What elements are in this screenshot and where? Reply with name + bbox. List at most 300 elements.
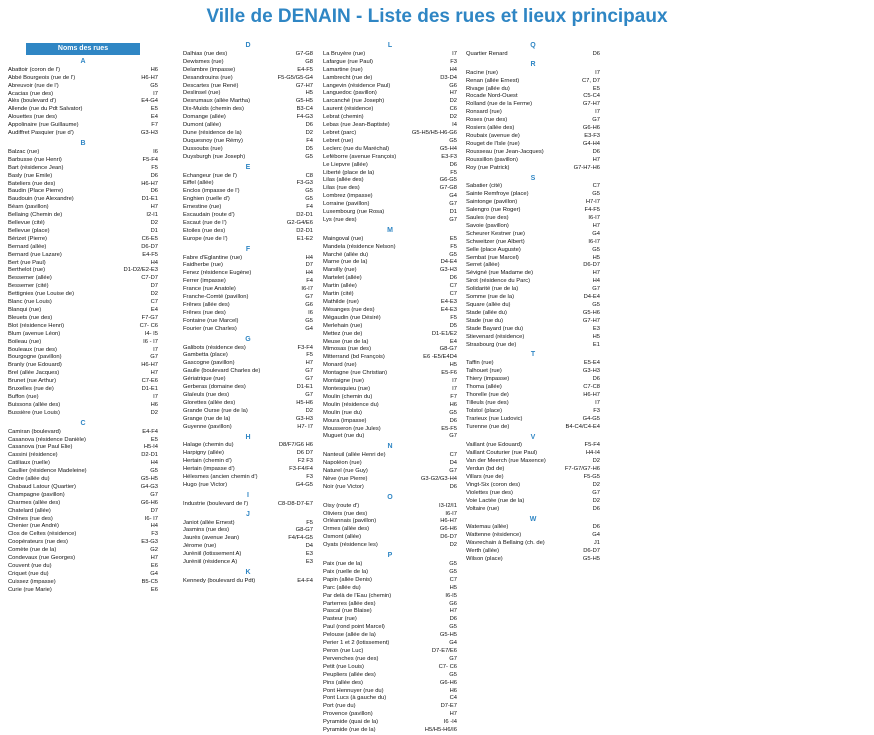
street-name: Gambetta (place)	[183, 352, 228, 359]
grid-reference: D6	[449, 417, 457, 424]
street-row	[466, 302, 600, 310]
grid-reference: D2	[305, 129, 313, 136]
street-name: Audiffret Pasquier (rue d')	[8, 130, 74, 137]
street-row	[183, 204, 313, 212]
section-letter: C	[80, 419, 86, 427]
street-row	[323, 418, 457, 426]
street-row	[8, 83, 158, 91]
grid-reference: G8-G7	[295, 527, 313, 534]
street-row	[8, 531, 158, 539]
grid-reference: G6	[449, 82, 457, 89]
street-name: Cassini (résidence)	[8, 452, 58, 459]
street-row	[8, 315, 158, 323]
grid-reference: C7	[150, 299, 158, 306]
grid-reference: H7-I7	[585, 199, 600, 206]
grid-reference: D6	[150, 172, 158, 179]
grid-reference: H5/H5-H6/I6	[424, 727, 457, 734]
street-row	[8, 468, 158, 476]
grid-reference: B5-C5	[141, 578, 158, 585]
grid-reference: D2	[592, 458, 600, 465]
index-column	[323, 40, 457, 735]
street-name: Meuse (rue de la)	[323, 338, 369, 345]
grid-reference: D2	[449, 542, 457, 549]
street-row	[466, 498, 600, 506]
street-name: Fabre d'Eglantine (rue)	[183, 254, 243, 261]
grid-reference: F5-G5/G5-G4	[277, 74, 313, 81]
grid-reference: G4-H4	[582, 140, 600, 147]
street-name: Tolstoï (place)	[466, 407, 503, 414]
street-name: Berthelot (rue)	[8, 267, 46, 274]
street-name: Rocade Nord-Ouest	[466, 93, 518, 100]
grid-reference: G5-H5	[439, 632, 457, 639]
street-name: Noir (rue Victor)	[323, 483, 364, 490]
street-name: Dix-Muids (chemin des)	[183, 106, 244, 113]
grid-reference: E4-E3	[440, 306, 457, 313]
street-name: Villars (rue de)	[466, 474, 504, 481]
grid-reference: I7	[452, 385, 457, 392]
street-row	[323, 518, 457, 526]
street-row	[8, 122, 158, 130]
grid-reference: C8-D8-D7-E7	[277, 500, 313, 507]
street-name: Oyats (résidence les)	[323, 542, 378, 549]
grid-reference: I6	[308, 309, 313, 316]
street-name: Martelet (allée)	[323, 275, 362, 282]
street-row	[466, 78, 600, 86]
street-name: Solidarité (rue de la)	[466, 286, 519, 293]
street-name: Bellevue (cité)	[8, 220, 45, 227]
grid-reference: E5-F5	[441, 425, 457, 432]
street-row	[183, 146, 313, 154]
grid-reference: G5	[592, 302, 600, 308]
grid-reference: D6	[592, 505, 600, 512]
grid-reference: F3	[593, 407, 600, 414]
street-name: Voie Lactée (rue de la)	[466, 497, 525, 504]
street-row	[323, 267, 457, 275]
grid-reference: F3-G3	[296, 180, 313, 187]
grid-reference: D2-D1	[296, 227, 313, 234]
street-row	[183, 51, 313, 59]
grid-reference: I7	[452, 378, 457, 385]
grid-reference: G5-H5	[140, 476, 158, 483]
street-name: Ronsard (rue)	[466, 109, 502, 116]
street-name: Condevaux (rue Georges)	[8, 555, 76, 562]
street-name: Pelouse (allée de la)	[323, 632, 376, 639]
street-row	[8, 339, 158, 347]
street-row	[323, 727, 457, 735]
street-row	[8, 173, 158, 181]
streets-header: Noms des rues	[26, 43, 140, 55]
street-name: Par delà de l'Eau (chemin)	[323, 592, 392, 599]
grid-reference: G7	[449, 216, 457, 223]
street-name: Selle (place Auguste)	[466, 246, 521, 253]
street-row	[183, 501, 313, 509]
section-letter: O	[387, 493, 393, 501]
street-name: Rosiers (allée des)	[466, 125, 515, 132]
street-name: Provence (pavillon)	[323, 711, 373, 718]
street-name: Thorelle (rue de)	[466, 391, 509, 398]
street-row	[183, 318, 313, 326]
street-name: Watemau (allée)	[466, 524, 509, 531]
street-row	[183, 302, 313, 310]
grid-reference: H5-H6	[296, 399, 313, 406]
street-row	[466, 191, 600, 199]
grid-reference: D2	[150, 220, 158, 227]
street-name: La Bruyère (rue)	[323, 50, 366, 57]
street-row	[466, 199, 600, 207]
grid-reference: E3-F3	[441, 153, 457, 160]
street-name: Bateliers (rue des)	[8, 180, 56, 187]
street-name: Peron (rue Luc)	[323, 647, 364, 654]
street-name: Boileau (rue)	[8, 338, 42, 345]
street-row	[323, 593, 457, 601]
street-row	[8, 587, 158, 595]
street-row	[183, 255, 313, 263]
grid-reference: H6-H7	[141, 362, 158, 369]
street-name: Taffin (rue)	[466, 360, 494, 367]
street-row	[183, 196, 313, 204]
street-name: Bellaing (Chemin de)	[8, 212, 63, 219]
street-name: Couvent (rue du)	[8, 563, 52, 569]
street-row	[183, 98, 313, 106]
grid-reference: G6	[305, 302, 313, 308]
street-row	[8, 244, 158, 252]
street-row	[183, 482, 313, 490]
street-name: Domange (allée)	[183, 114, 226, 121]
grid-reference: D5	[449, 322, 457, 329]
street-name: Gériatrique (rue)	[183, 376, 226, 383]
street-name: Talhouet (rue)	[466, 368, 502, 375]
street-name: Lebrat (chemin)	[323, 114, 364, 121]
street-name: Bouleaux (rue des)	[8, 346, 57, 353]
street-name: Sabatier (cité)	[466, 183, 503, 190]
street-name: Mésanges (rue des)	[323, 306, 375, 313]
grid-reference: H7	[592, 270, 600, 277]
street-row	[323, 680, 457, 688]
street-name: Duquesnoy (rue Rémy)	[183, 137, 243, 144]
grid-reference: G7	[305, 376, 313, 383]
street-row	[323, 283, 457, 291]
street-name: Orléannais (pavillon)	[323, 518, 377, 525]
grid-reference: H6	[150, 401, 158, 408]
street-row	[183, 551, 313, 559]
grid-reference: G5	[150, 82, 158, 89]
section-letter: R	[530, 60, 536, 68]
street-row	[183, 450, 313, 458]
street-name: Ferrer (impasse)	[183, 278, 226, 285]
grid-reference: H6-H7	[141, 180, 158, 187]
street-row	[323, 138, 457, 146]
street-name: Appolinaire (rue Guillaume)	[8, 122, 79, 129]
grid-reference: D6-D7	[440, 534, 457, 541]
grid-reference: F5-F4	[584, 442, 600, 449]
index-column	[8, 40, 158, 595]
grid-reference: I7	[153, 90, 158, 97]
street-row	[8, 508, 158, 516]
street-name: Grange (rue de la)	[183, 415, 231, 422]
grid-reference: G3-H3	[140, 130, 158, 137]
grid-reference: G8-G7	[439, 346, 457, 353]
street-name: Sirot (résidence du Parc)	[466, 278, 531, 285]
grid-reference: I7	[595, 109, 600, 116]
street-row	[466, 360, 600, 368]
street-row	[183, 326, 313, 334]
grid-reference: G5	[305, 196, 313, 203]
street-name: Lamartine (rue)	[323, 66, 363, 73]
grid-reference: F3	[306, 474, 313, 481]
street-row	[323, 703, 457, 711]
grid-reference: I6-I7	[301, 286, 313, 293]
street-row	[466, 532, 600, 540]
street-name: Baudin (Place Pierre)	[8, 188, 64, 195]
street-name: Languedoc (pavillon)	[323, 90, 377, 97]
street-row	[8, 299, 158, 307]
grid-reference: H6	[150, 66, 158, 73]
street-name: Alouettes (rue des)	[8, 114, 57, 121]
street-name: Trarieux (rue Ludovic)	[466, 415, 523, 422]
street-name: Mettez (rue de)	[323, 330, 363, 337]
street-row	[8, 212, 158, 220]
grid-reference: D1	[449, 209, 457, 216]
street-name: Rivage (allée du)	[466, 85, 510, 92]
grid-reference: G2-G4/E6	[286, 219, 313, 226]
grid-reference: D6	[449, 483, 457, 490]
grid-reference: D6	[592, 376, 600, 383]
street-row	[183, 75, 313, 83]
street-row	[183, 535, 313, 543]
grid-reference: C5-C4	[583, 93, 600, 100]
street-name: Blum (avenue Léon)	[8, 330, 61, 337]
grid-reference: G7	[449, 468, 457, 475]
street-name: Guyenne (pavillon)	[183, 423, 232, 430]
grid-reference: G5	[449, 251, 457, 258]
street-name: Pervenches (rue des)	[323, 655, 379, 662]
grid-reference: H5	[592, 333, 600, 340]
street-row	[8, 386, 158, 394]
street-name: Lebret (rue)	[323, 137, 354, 144]
street-row	[183, 360, 313, 368]
grid-reference: D6	[150, 188, 158, 195]
street-name: Leclerc (rue du Maréchal)	[323, 145, 390, 152]
grid-reference: G3-H3	[439, 267, 457, 274]
grid-reference: D6	[305, 122, 313, 129]
street-row	[183, 262, 313, 270]
grid-reference: C6	[449, 106, 457, 113]
street-row	[8, 165, 158, 173]
street-name: Acacias (rue des)	[8, 90, 54, 97]
grid-reference: G5-H5/H5-H6-G6	[411, 129, 457, 136]
street-name: Camiran (boulevard)	[8, 428, 61, 435]
street-row	[183, 416, 313, 424]
street-name: Marché (allée du)	[323, 251, 369, 258]
grid-reference: D4	[305, 543, 313, 550]
grid-reference: G5-H5	[295, 98, 313, 105]
grid-reference: C8	[305, 172, 313, 179]
street-row	[466, 334, 600, 342]
street-row	[8, 516, 158, 524]
grid-reference: G7	[150, 354, 158, 361]
street-row	[183, 442, 313, 450]
street-row	[466, 247, 600, 255]
street-row	[323, 217, 457, 225]
street-name: Escaudain (route d')	[183, 212, 235, 219]
street-row	[323, 688, 457, 696]
grid-reference: E5	[150, 436, 158, 443]
street-name: Deslinsel (rue)	[183, 90, 221, 97]
grid-reference: H6-H7	[583, 391, 600, 398]
grid-reference: F4/F4-G5	[288, 535, 313, 542]
street-name: Chênes (rue des)	[8, 515, 53, 522]
street-row	[323, 542, 457, 550]
grid-reference: C7- C6	[139, 322, 158, 329]
section-letter: T	[530, 351, 536, 359]
street-name: Martin (cité)	[323, 291, 354, 298]
section-letter: L	[387, 42, 393, 49]
grid-reference: I2-I1	[146, 212, 158, 219]
grid-reference: C7-E6	[141, 378, 158, 385]
street-name: Bruxelles (rue de)	[8, 386, 54, 393]
street-row	[183, 424, 313, 432]
street-name: Lilas (allée des)	[323, 177, 364, 184]
street-name: Gaulle (boulevard Charles de)	[183, 368, 261, 375]
street-name: Lafargue (rue Paul)	[323, 58, 373, 65]
street-row	[323, 711, 457, 719]
street-name: Balzac (rue)	[8, 148, 40, 155]
street-row	[183, 188, 313, 196]
grid-reference: D6-D7	[583, 262, 600, 269]
grid-reference: E3-F3	[584, 132, 600, 139]
street-name: Bleuets (rue des)	[8, 314, 53, 321]
grid-reference: I7	[452, 50, 457, 57]
street-row	[183, 392, 313, 400]
street-row	[8, 75, 158, 83]
grid-reference: I6	[153, 148, 158, 155]
street-name: Jaurès (avenue Jean)	[183, 535, 240, 542]
street-name: Vaillant (rue Edouard)	[466, 442, 522, 449]
grid-reference: G7	[449, 433, 457, 440]
street-name: Dumont (allée)	[183, 122, 222, 129]
street-name: Perier 1 et 2 (lotissement)	[323, 640, 390, 647]
grid-reference: D6	[449, 161, 457, 168]
section-letter: N	[387, 443, 393, 451]
street-name: Lilas (rue des)	[323, 185, 360, 192]
section-letter: Q	[530, 42, 536, 49]
street-name: Sainte Remfroye (place)	[466, 191, 529, 198]
grid-reference: G7	[449, 201, 457, 208]
grid-reference: G7-G8	[295, 50, 313, 57]
street-name: Chenier (rue André)	[8, 523, 59, 530]
street-name: Napoléon (rue)	[323, 460, 362, 467]
street-name: Gascogne (pavillon)	[183, 360, 235, 367]
street-row	[8, 402, 158, 410]
street-row	[183, 310, 313, 318]
grid-reference: H5	[592, 254, 600, 261]
street-name: France (rue Anatole)	[183, 286, 236, 293]
grid-reference: D4-E4	[440, 259, 457, 266]
grid-reference: G5-H6	[582, 309, 600, 316]
index-column	[466, 40, 600, 564]
grid-reference: G5	[305, 153, 313, 160]
street-row	[323, 585, 457, 593]
grid-reference: C7, D7	[581, 77, 600, 84]
street-row	[8, 539, 158, 547]
grid-reference: I7	[595, 69, 600, 76]
grid-reference: I6 - I7	[143, 338, 158, 345]
street-row	[323, 468, 457, 476]
street-row	[323, 534, 457, 542]
street-row	[8, 181, 158, 189]
street-row	[323, 185, 457, 193]
street-row	[183, 294, 313, 302]
grid-reference: H7	[449, 90, 457, 97]
street-name: Peupliers (allée des)	[323, 671, 376, 678]
grid-reference: D1	[150, 227, 158, 234]
grid-reference: I6 -I4	[443, 719, 457, 726]
street-name: Branly (rue Edouard)	[8, 362, 62, 369]
street-name: Grande Ourse (rue de la)	[183, 407, 248, 414]
street-row	[323, 90, 457, 98]
street-row	[466, 424, 600, 432]
grid-reference: C7	[449, 291, 457, 298]
grid-reference: G6	[449, 600, 457, 607]
street-row	[323, 346, 457, 354]
street-row	[466, 384, 600, 392]
street-name: Savoie (pavillon)	[466, 222, 509, 229]
grid-reference: G4-G3	[140, 483, 158, 490]
street-name: Etoiles (rue des)	[183, 227, 226, 234]
street-name: Alès (boulevard d')	[8, 98, 57, 105]
street-row	[183, 138, 313, 146]
street-name: Hertain (impasse d')	[183, 466, 235, 473]
street-row	[8, 378, 158, 386]
grid-reference: D2	[150, 409, 158, 416]
street-name: Nanteuil (allée Henri de)	[323, 452, 386, 459]
street-name: Martin (allée)	[323, 283, 357, 290]
street-row	[183, 408, 313, 416]
street-row	[323, 656, 457, 664]
street-row	[323, 201, 457, 209]
street-name: Dussoubs (rue)	[183, 145, 223, 152]
grid-reference: D2	[305, 407, 313, 414]
street-name: Abbé Bourgeois (rue de l')	[8, 74, 76, 81]
grid-reference: I4	[452, 122, 457, 129]
grid-reference: G7-H7	[582, 317, 600, 324]
grid-reference: D1-D2/E2-E3	[123, 267, 158, 274]
street-row	[183, 180, 313, 188]
grid-reference: G7-H7	[582, 101, 600, 108]
street-name: Mandela (résidence Nelson)	[323, 243, 396, 250]
street-name: Parc (allée du)	[323, 584, 361, 591]
grid-reference: E6 -E5/E4D4	[423, 354, 457, 361]
grid-reference: E5-E4	[583, 360, 600, 367]
grid-reference: G6-H6	[582, 125, 600, 132]
street-row	[466, 255, 600, 263]
street-row	[8, 354, 158, 362]
street-name: Saules (rue des)	[466, 215, 509, 222]
grid-reference: G5	[150, 468, 158, 475]
street-row	[8, 67, 158, 75]
street-name: Thiery (impasse)	[466, 376, 510, 383]
grid-reference: G5-H5	[582, 556, 600, 563]
street-row	[323, 98, 457, 106]
street-row	[183, 270, 313, 278]
street-name: Mitterrand (bd François)	[323, 354, 385, 361]
street-row	[323, 601, 457, 609]
grid-reference: D4	[449, 460, 457, 467]
street-row	[323, 503, 457, 511]
grid-reference: G8	[305, 58, 313, 65]
street-name: Desrumaux (allée Martha)	[183, 98, 251, 105]
grid-reference: F5	[450, 169, 457, 176]
